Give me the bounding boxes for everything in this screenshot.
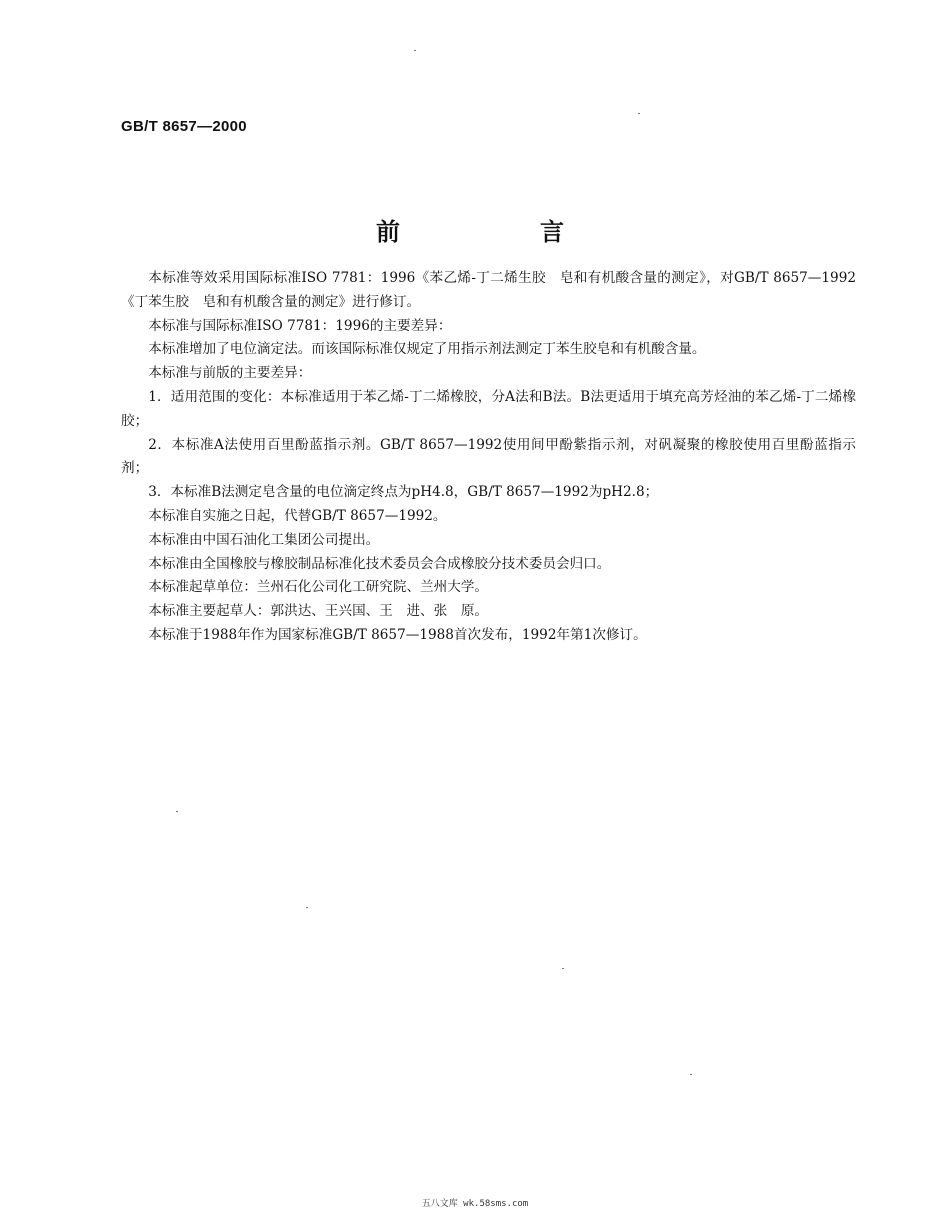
scan-speck [562,968,564,969]
paragraph: 本标准自实施之日起，代替GB/T 8657—1992。 [148,507,447,524]
footer-watermark: 五八文库 wk.58sms.com [421,1199,529,1209]
paragraph: 本标准等效采用国际标准ISO 7781：1996《苯乙烯-丁二烯生胶 皂和有机酸含量的测定》，对GB/T 8657—1992《丁苯生胶 皂和有机酸含量的测定》进行修订。 [121,270,856,310]
paragraph: 本标准主要起草人：郭洪达、王兴国、王 进、张 原。 [148,603,489,620]
paragraph: 本标准与前版的主要差异： [148,365,312,382]
paragraph: 本标准由中国石油化工集团公司提出。 [148,531,380,548]
paragraph: 本标准增加了电位滴定法。而该国际标准仅规定了用指示剂法测定丁苯生胶皂和有机酸含量。 [148,341,706,358]
scan-speck [176,811,178,812]
scan-speck [414,50,416,51]
scan-speck [306,907,308,908]
scan-speck [638,113,640,114]
paragraph: 1．适用范围的变化：本标准适用于苯乙烯-丁二烯橡胶，分A法和B法。B法更适用于填充高芳烃油的苯乙烯-丁二烯橡胶； [121,388,856,429]
paragraph: 本标准于1988年作为国家标准GB/T 8657—1988首次发布，1992年第1次修订。 [148,626,647,643]
paragraph: 3．本标准B法测定皂含量的电位滴定终点为pH4.8，GB/T 8657—1992为pH2.8； [148,484,659,501]
paragraph: 2．本标准A法使用百里酚蓝指示剂。GB/T 8657—1992使用间甲酚紫指示剂，对矾凝聚的橡胶使用百里酚蓝指示剂； [121,436,856,477]
standard-code: GB/T 8657—2000 [121,118,247,135]
paragraph: 本标准由全国橡胶与橡胶制品标准化技术委员会合成橡胶分技术委员会归口。 [148,555,611,572]
paragraph: 本标准起草单位：兰州石化公司化工研究院、兰州大学。 [148,579,489,596]
paragraph: 本标准与国际标准ISO 7781：1996的主要差异： [148,317,452,334]
foreword-body [121,267,856,648]
page-title: 前 言 [376,218,622,246]
scan-speck [690,1074,692,1075]
